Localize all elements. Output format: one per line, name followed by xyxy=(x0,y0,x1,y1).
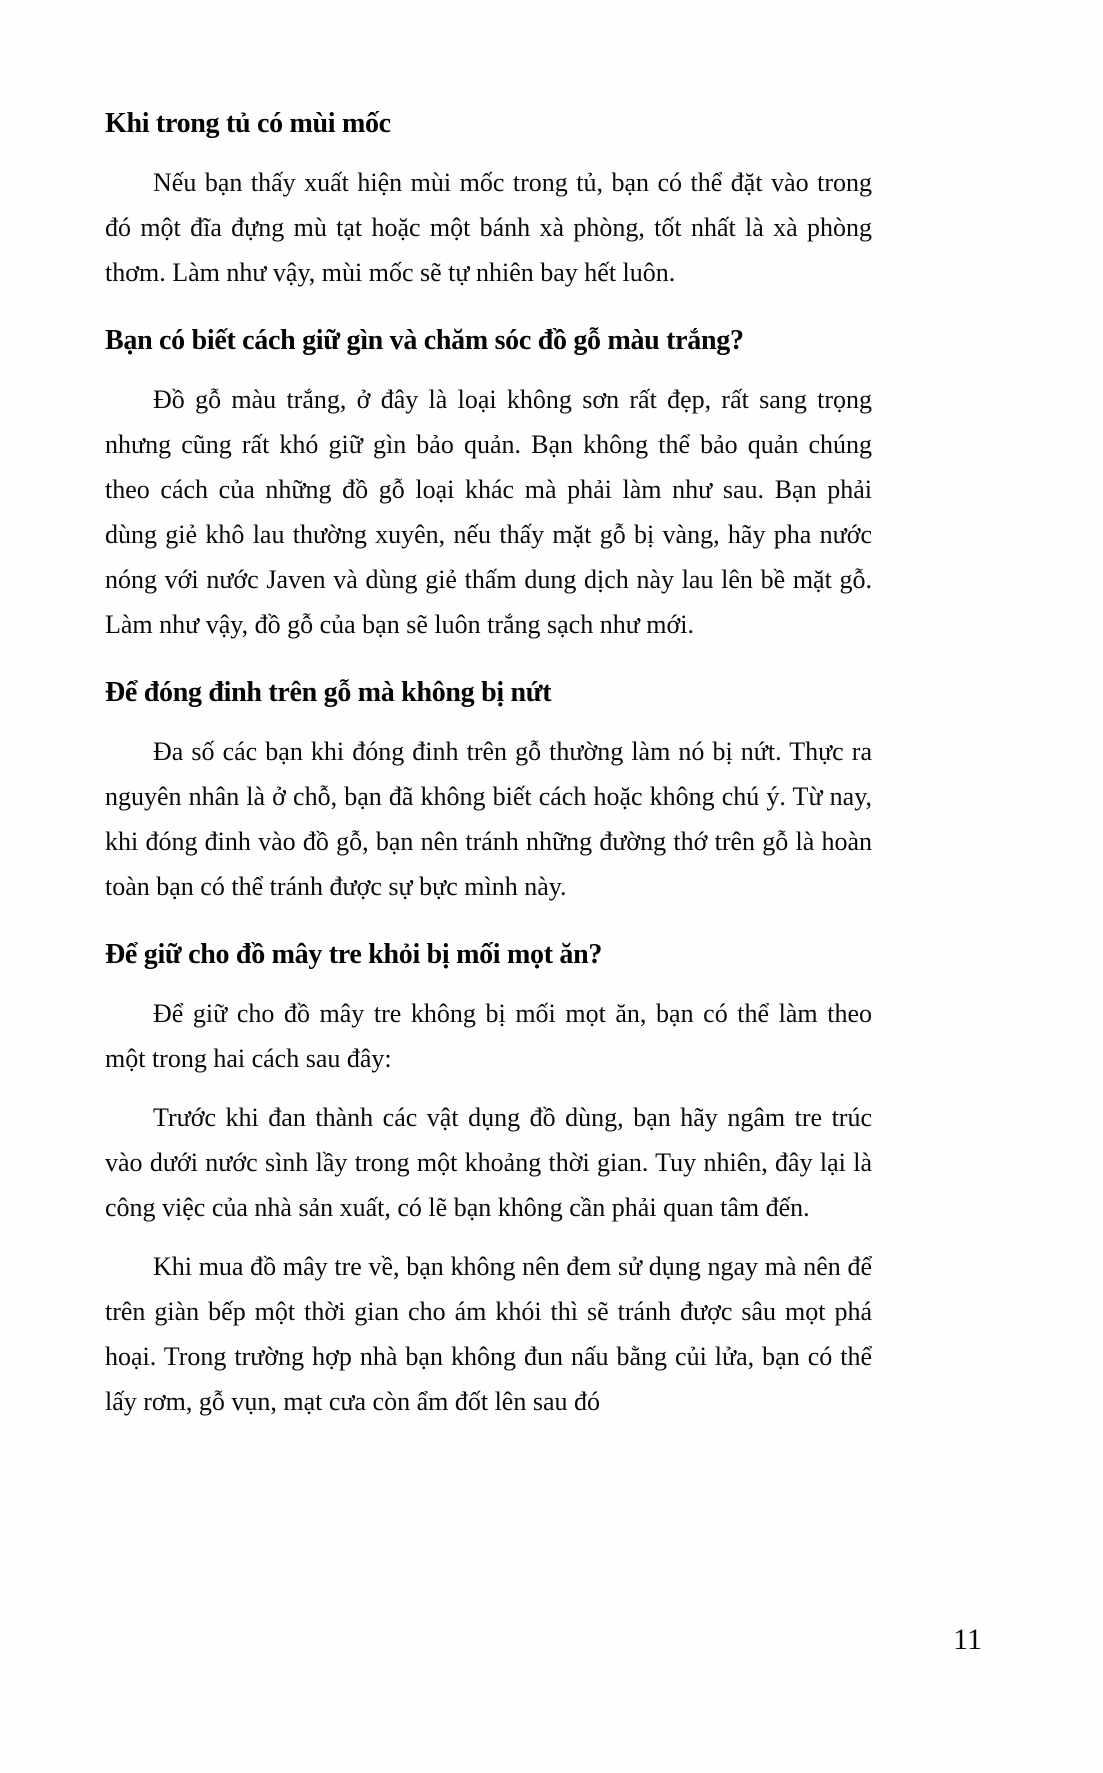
section-heading: Để giữ cho đồ mây tre khỏi bị mối mọt ăn? xyxy=(105,939,603,970)
section-rattan-bamboo-protection xyxy=(105,935,872,1424)
section-moldy-cabinet xyxy=(105,104,872,295)
section-heading: Khi trong tủ có mùi mốc xyxy=(105,108,391,139)
section-nailing-wood xyxy=(105,673,872,909)
page-number: 11 xyxy=(953,1623,982,1656)
paragraph: Đa số các bạn khi đóng đinh trên gỗ thường làm nó bị nứt. Thực ra nguyên nhân là ở chỗ, bạn đã không biết cách hoặc không chú ý. Từ nay, khi đóng đinh vào đồ gỗ, bạn nên tránh những đường thớ trên gỗ là hoàn toàn bạn có thể tránh được sự bực mình này. xyxy=(105,737,872,901)
section-heading: Để đóng đinh trên gỗ mà không bị nứt xyxy=(105,677,552,708)
paragraph: Đồ gỗ màu trắng, ở đây là loại không sơn rất đẹp, rất sang trọng nhưng cũng rất khó giữ gìn bảo quản. Bạn không thể bảo quản chúng theo cách của những đồ gỗ loại khác mà phải làm như sau. Bạn phải dùng giẻ khô lau thường xuyên, nếu thấy mặt gỗ bị vàng, hãy pha nước nóng với nước Javen và dùng giẻ thấm dung dịch này lau lên bề mặt gỗ. Làm như vậy, đồ gỗ của bạn sẽ luôn trắng sạch như mới. xyxy=(105,385,872,639)
section-heading: Bạn có biết cách giữ gìn và chăm sóc đồ gỗ màu trắng? xyxy=(105,325,744,356)
paragraph: Để giữ cho đồ mây tre không bị mối mọt ăn, bạn có thể làm theo một trong hai cách sau đây: xyxy=(105,999,872,1073)
paragraph: Khi mua đồ mây tre về, bạn không nên đem sử dụng ngay mà nên để trên giàn bếp một thời gian cho ám khói thì sẽ tránh được sâu mọt phá hoại. Trong trường hợp nhà bạn không đun nấu bằng củi lửa, bạn có thể lấy rơm, gỗ vụn, mạt cưa còn ẩm đốt lên sau đó xyxy=(105,1252,872,1416)
paragraph: Trước khi đan thành các vật dụng đồ dùng, bạn hãy ngâm tre trúc vào dưới nước sình lầy trong một khoảng thời gian. Tuy nhiên, đây lại là công việc của nhà sản xuất, có lẽ bạn không cần phải quan tâm đến. xyxy=(105,1103,872,1222)
paragraph: Nếu bạn thấy xuất hiện mùi mốc trong tủ, bạn có thể đặt vào trong đó một đĩa đựng mù tạt hoặc một bánh xà phòng, tốt nhất là xà phòng thơm. Làm như vậy, mùi mốc sẽ tự nhiên bay hết luôn. xyxy=(105,168,872,287)
section-white-wood-care xyxy=(105,321,872,647)
